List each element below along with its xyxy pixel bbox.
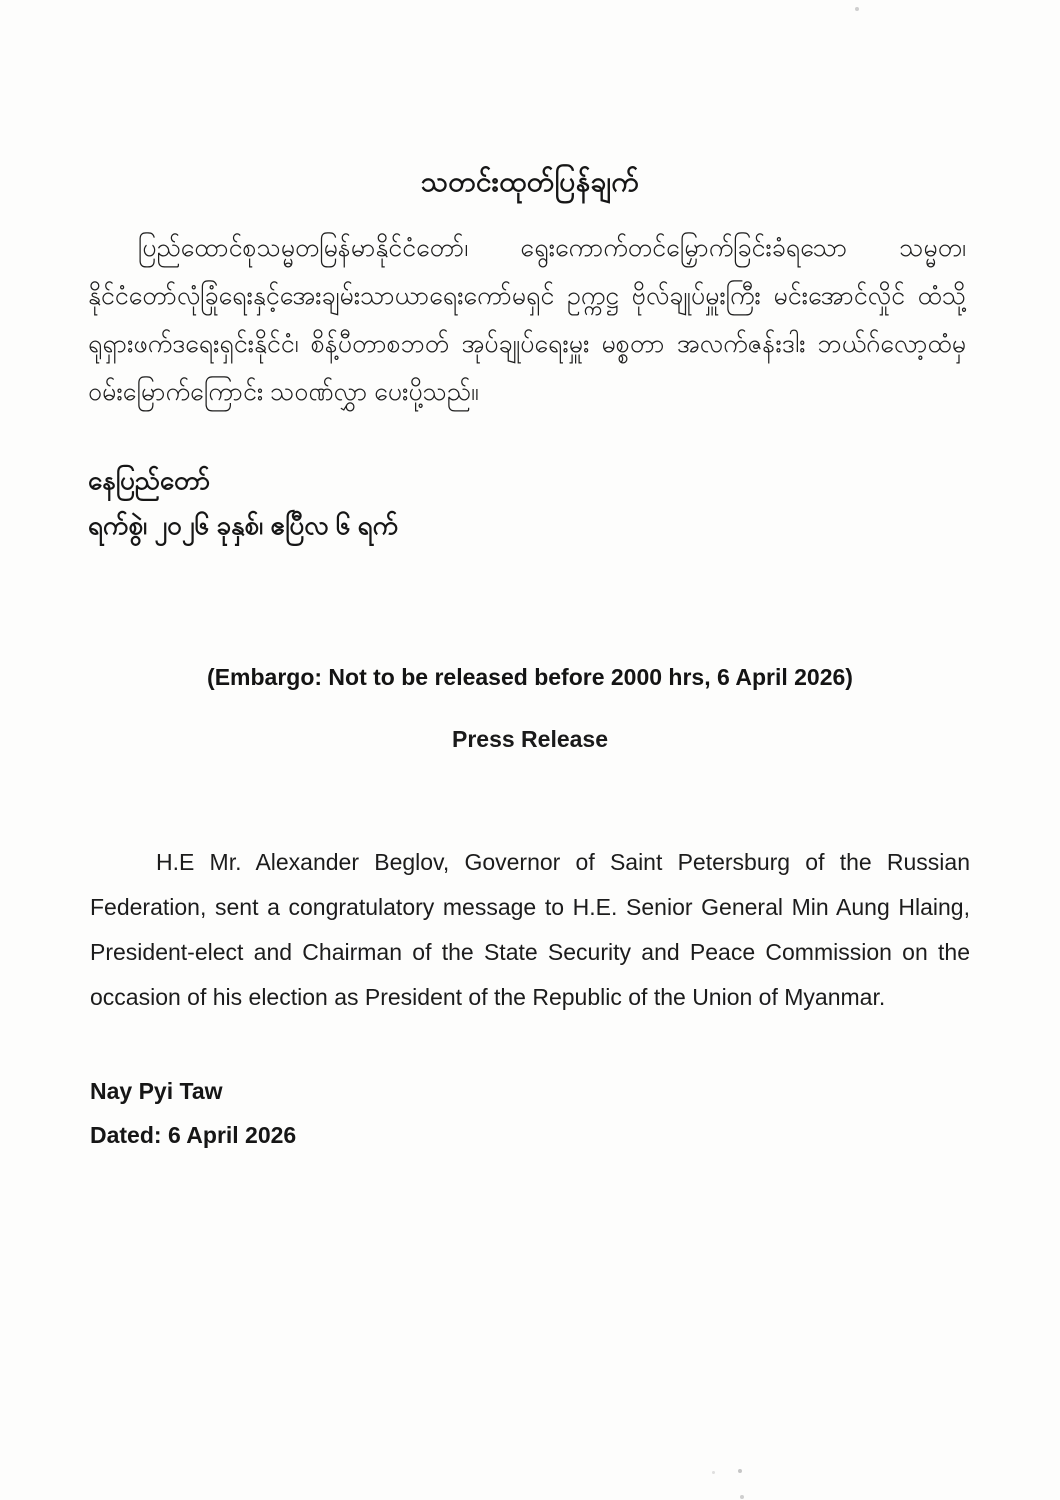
dateline-place-english: Nay Pyi Taw	[90, 1078, 223, 1104]
dateline-place-burmese: နေပြည်တော်	[88, 465, 211, 495]
document-title-burmese: သတင်းထုတ်ပြန်ချက်	[420, 166, 640, 197]
embargo-notice: (Embargo: Not to be released before 2000 hrs, 6 April 2026)	[207, 664, 853, 690]
scan-artifact-dot	[855, 7, 859, 11]
dateline-date-english: Dated: 6 April 2026	[90, 1122, 297, 1148]
press-release-heading: Press Release	[451, 726, 608, 752]
body-paragraph-burmese: ပြည်ထောင်စုသမ္မတမြန်မာနိုင်ငံတော်၊ ရွေးကောက်တင်မြှောက်ခြင်းခံရသော သမ္မတ၊ နိုင်ငံတော်လုံခြုံရေးနှင့်အေးချမ်းသာယာရေးကော်မရှင် ဥက္ကဋ္ဌ ဗိုလ်ချုပ်မှူးကြီး မင်းအောင်လှိုင် ထံသို့ ရုရှားဖက်ဒရေးရှင်းနိုင်ငံ၊ စိန့်ပီတာစဘတ် အုပ်ချုပ်ရေးမှူး မစ္စတာ အလက်ဇန်းဒါး ဘယ်ဂ်လော့ထံမှ ဝမ်းမြောက်ကြောင်း သဝဏ်လွှာ ပေးပို့သည်။	[88, 234, 966, 406]
scan-artifact-dot	[738, 1469, 742, 1473]
body-paragraph-english: H.E Mr. Alexander Beglov, Governor of Saint Petersburg of the Russian Federation, sent a congratulatory message to H.E. Senior General Min Aung Hlaing, President-elect and Chairman of the State Security and Peace Commission on the occasion of his election as President of the Republic of the Union of Myanmar.	[90, 849, 970, 1010]
scan-artifact-dot	[712, 1471, 715, 1474]
dateline-date-burmese: ရက်စွဲ၊ ၂၀၂၆ ခုနှစ်၊ ဧပြီလ ၆ ရက်	[88, 510, 399, 540]
scan-artifact-dot	[740, 1495, 744, 1499]
